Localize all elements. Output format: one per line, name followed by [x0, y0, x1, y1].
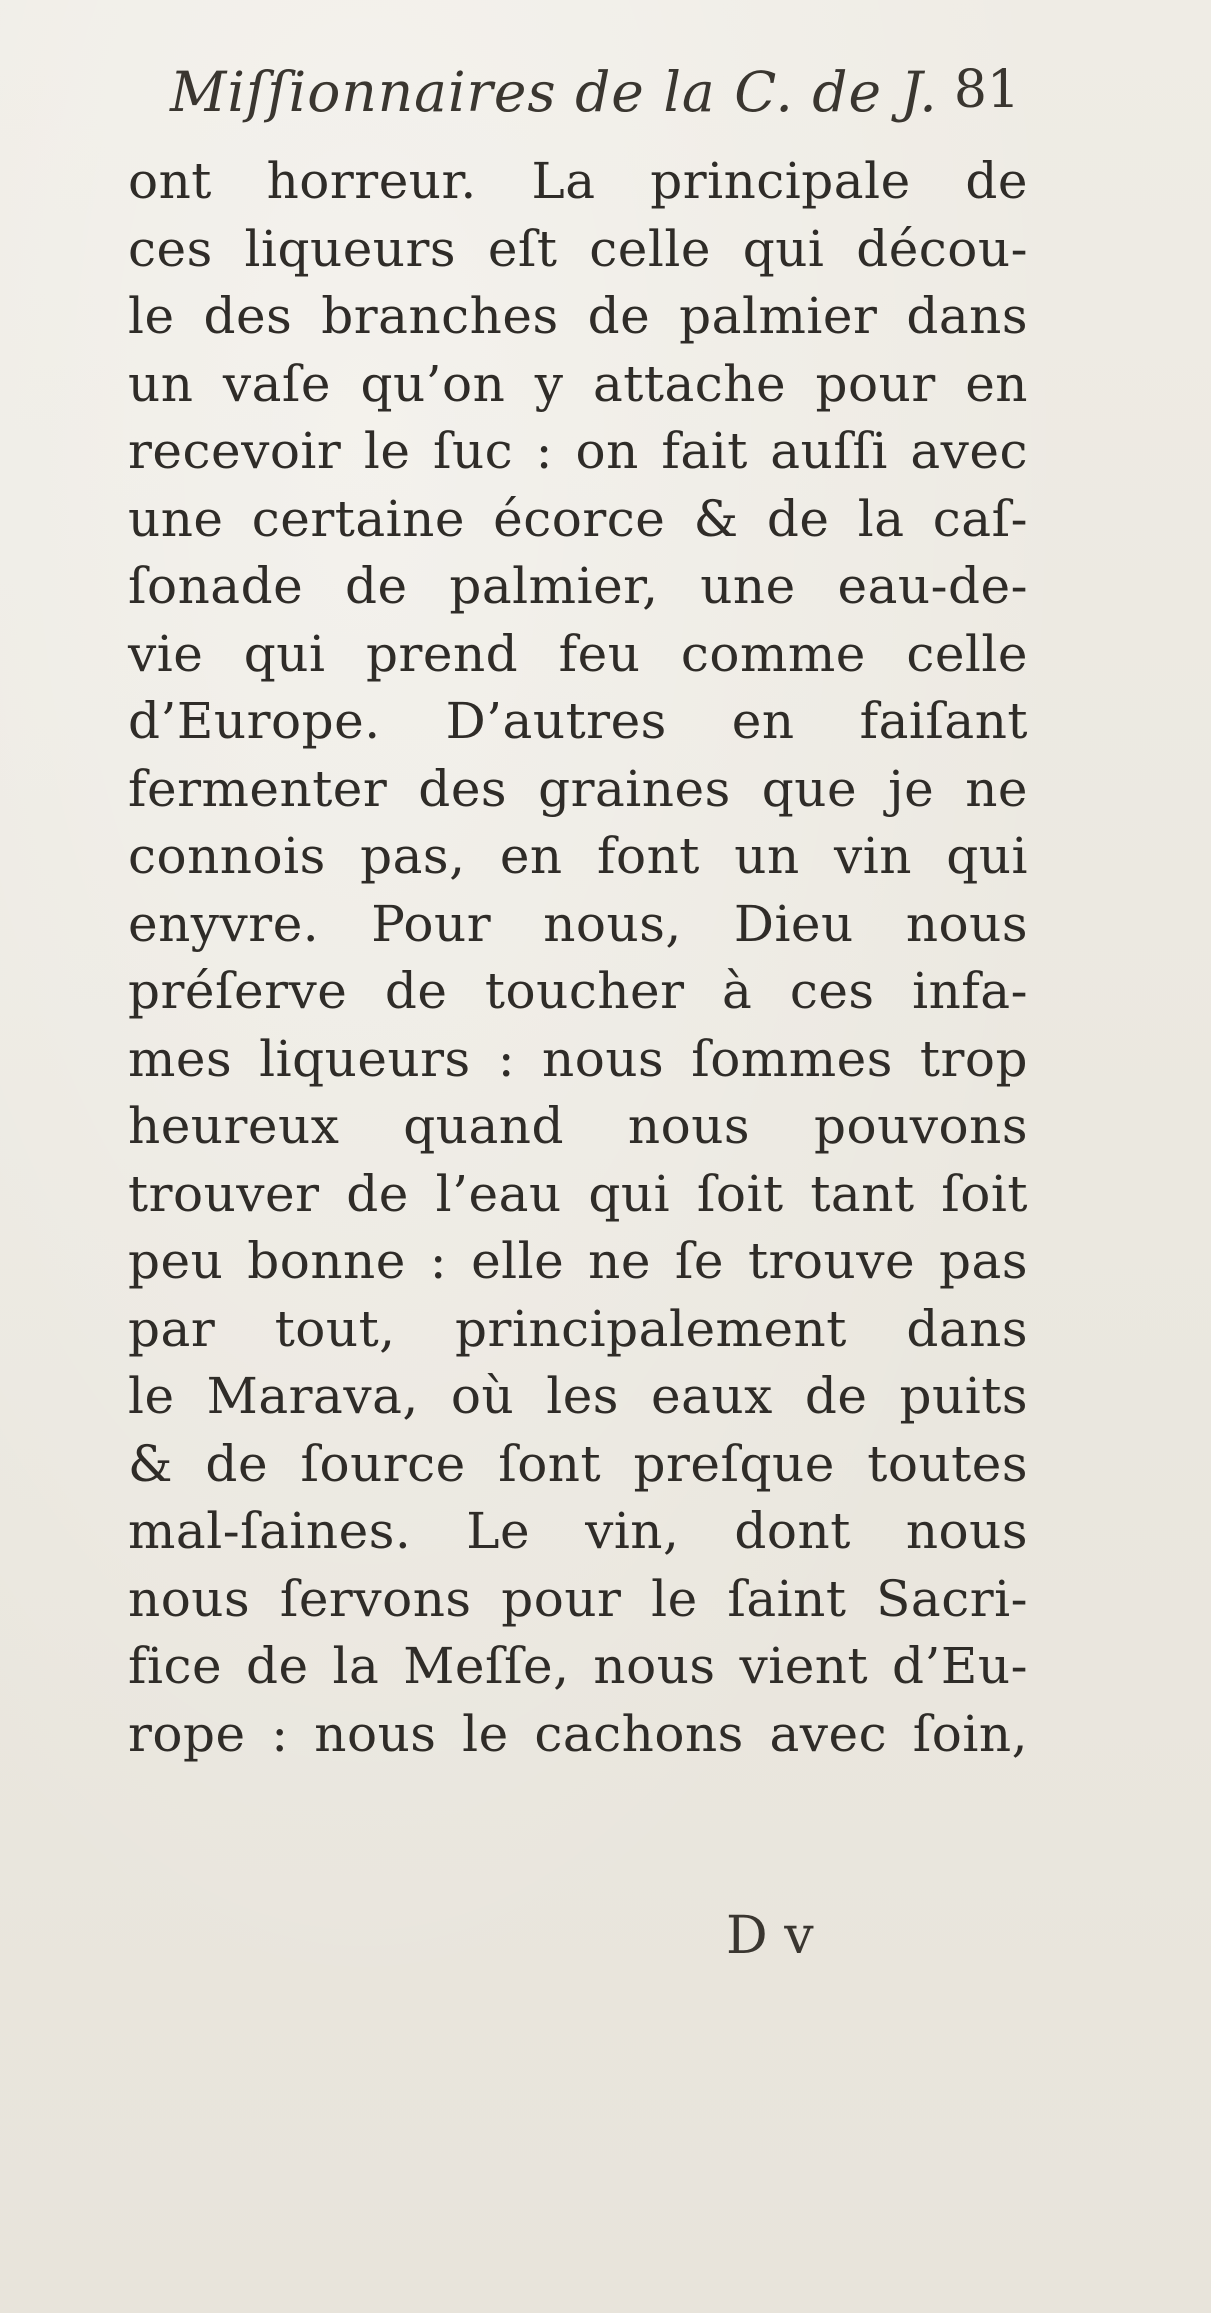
text-line: ont horreur. La principale de	[128, 152, 1028, 210]
text-line: nous ſervons pour le ſaint Sacri-	[128, 1569, 1028, 1628]
text-line: une certaine écorce & de la caſ-	[128, 489, 1028, 548]
text-line: vie qui prend feu comme celle	[128, 624, 1028, 683]
text-line: préſerve de toucher à ces infa-	[128, 962, 1028, 1020]
text-line: ſonade de palmier, une eau-de-	[128, 557, 1028, 615]
text-line: heureux quand nous pouvons	[128, 1097, 1028, 1155]
text-line: connois pas, en font un vin qui	[128, 827, 1028, 885]
text-line: & de ſource ſont preſque toutes	[128, 1434, 1028, 1493]
text-line: le Marava, où les eaux de puits	[128, 1367, 1028, 1425]
text-line: d’Europe. D’autres en faiſant	[128, 692, 1028, 750]
text-line: le des branches de palmier dans	[128, 287, 1028, 345]
text-line: mal-ſaines. Le vin, dont nous	[128, 1502, 1028, 1560]
page-header	[170, 60, 1020, 140]
text-line: rope : nous le cachons avec ſoin,	[128, 1704, 1028, 1763]
text-line: recevoir le ſuc : on fait auſſi avec	[128, 422, 1028, 480]
text-line: ces liqueurs eſt celle qui décou-	[128, 219, 1028, 278]
text-line: mes liqueurs : nous ſommes trop	[128, 1029, 1028, 1088]
text-line: enyvre. Pour nous, Dieu nous	[128, 894, 1028, 953]
text-line: par tout, principalement dans	[128, 1299, 1028, 1358]
text-line: fermenter des graines que je ne	[128, 759, 1028, 818]
text-line: trouver de l’eau qui ſoit tant ſoit	[128, 1164, 1028, 1223]
page-number: 81	[953, 60, 1020, 120]
text-line: un vaſe qu’on y attache pour en	[128, 354, 1028, 413]
text-line: fice de la Meſſe, nous vient d’Eu-	[128, 1637, 1028, 1695]
body-text	[128, 148, 1028, 1768]
signature-mark: D v	[726, 1906, 814, 1966]
text-line: peu bonne : elle ne ſe trouve pas	[128, 1232, 1028, 1290]
running-title: Miſſionnaires de la C. de J.	[170, 60, 938, 124]
